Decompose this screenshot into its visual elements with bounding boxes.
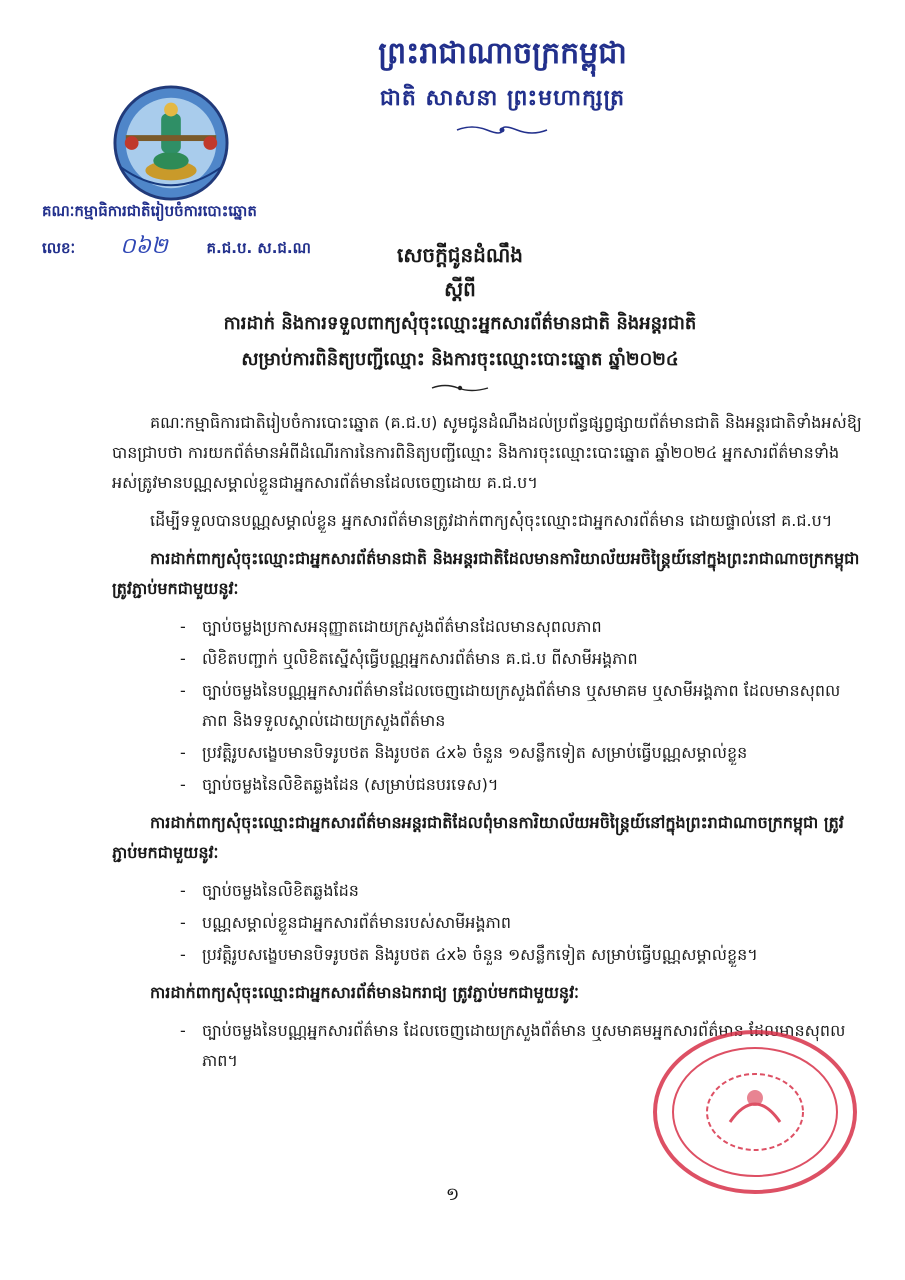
reference-code: គ.ជ.ប. ស.ជ.ណ [206,239,311,257]
ornament-divider [452,124,552,136]
requirement-list [112,612,862,800]
election-committee-logo [112,84,230,202]
list-item: - លិខិតបញ្ជាក់ ឬលិខិតស្នើសុំធ្វើបណ្ណអ្នកសារព័ត៌មាន គ.ជ.ប ពីសាមីអង្គភាព [180,649,638,668]
committee-name: គណៈកម្មាធិការជាតិរៀបចំការបោះឆ្នោត [42,202,257,220]
ornament-divider [430,382,490,394]
notice-title [130,238,790,394]
list-item: - ច្បាប់ចម្លងនៃលិខិតឆ្លងដែន (សម្រាប់ជនបរទេស)។ [180,775,499,794]
notice-body [112,408,862,1084]
notice-heading: សេចក្ដីជូនដំណឹង [397,243,523,267]
notice-subject-line-2: សម្រាប់ការពិនិត្យបញ្ជីឈ្មោះ និងការចុះឈ្មោះបោះឆ្នោត ឆ្នាំ២០២៤ [241,349,679,370]
requirement-list [112,876,862,970]
list-item: - បណ្ណសម្គាល់ខ្លួនជាអ្នកសារព័ត៌មានរបស់សាមីអង្គភាព [180,913,511,932]
notice-subject-line-1: ការដាក់ និងការទទួលពាក្យសុំចុះឈ្មោះអ្នកសារព័ត៌មានជាតិ និងអន្តរជាតិ [223,313,697,334]
list-item: - ប្រវត្តិរូបសង្ខេបមានបិទរូបថត និងរូបថត ៤x៦ ចំនួន ១សន្លឹកទៀត សម្រាប់ធ្វើបណ្ណសម្គាល់ខ្លួន។ [180,945,758,964]
reference-number: ០៦២ [119,234,168,259]
list-item: - ច្បាប់ចម្លងនៃបណ្ណអ្នកសារព័ត៌មានដែលចេញដោយក្រសួងព័ត៌មាន ឬសមាគម ឬសាមីអង្គភាព ដែលមានសុពលភាព និងទទួលស្គាល់ដោយក្រសួងព័ត៌មាន [180,681,841,730]
kingdom-heading: ព្រះរាជាណាចក្រកម្ពុជា [378,36,627,71]
list-item: - ប្រវត្តិរូបសង្ខេបមានបិទរូបថត និងរូបថត ៤x៦ ចំនួន ១សន្លឹកទៀត សម្រាប់ធ្វើបណ្ណសម្គាល់ខ្លួន [180,743,748,762]
page-number: ១ [445,1184,460,1205]
list-item: - ច្បាប់ចម្លងប្រកាសអនុញ្ញាតដោយក្រសួងព័ត៌មានដែលមានសុពលភាព [180,617,602,636]
notice-about: ស្ដីពី [444,277,476,301]
reference-label: លេខៈ [42,239,76,257]
paragraph: ដើម្បីទទួលបានបណ្ណសម្គាល់ខ្លួន អ្នកសារព័ត៌មានត្រូវដាក់ពាក្យសុំចុះឈ្មោះជាអ្នកសារព័ត៌មាន ដោយផ្ទាល់នៅ គ.ជ.ប។ [150,511,833,530]
official-seal-stamp [650,1026,860,1198]
list-item: - ច្បាប់ចម្លងនៃលិខិតឆ្លងដែន [180,881,359,900]
list-item: - ច្បាប់ចម្លងនៃបណ្ណអ្នកសារព័ត៌មាន ដែលចេញដោយក្រសួងព័ត៌មាន ឬសមាគមអ្នកសារព័ត៌មាន ដែលមានសុពលភាព។ [180,1021,846,1070]
paragraph: ការដាក់ពាក្យសុំចុះឈ្មោះជាអ្នកសារព័ត៌មានអន្តរជាតិដែលពុំមានការិយាល័យអចិន្ត្រៃយ៍នៅក្នុងព្រះរាជាណាចក្រកម្ពុជា ត្រូវភ្ជាប់មកជាមួយនូវៈ [112,813,844,862]
national-motto: ជាតិ សាសនា ព្រះមហាក្សត្រ [379,85,626,111]
paragraph: ការដាក់ពាក្យសុំចុះឈ្មោះជាអ្នកសារព័ត៌មានជាតិ និងអន្តរជាតិដែលមានការិយាល័យអចិន្ត្រៃយ៍នៅក្នុងព្រះរាជាណាចក្រកម្ពុជា ត្រូវភ្ជាប់មកជាមួយនូវៈ [112,549,860,598]
paragraph: ការដាក់ពាក្យសុំចុះឈ្មោះជាអ្នកសារព័ត៌មានឯករាជ្យ ត្រូវភ្ជាប់មកជាមួយនូវៈ [150,983,580,1002]
paragraph: គណៈកម្មាធិការជាតិរៀបចំការបោះឆ្នោត (គ.ជ.ប) សូមជូនដំណឹងដល់ប្រព័ន្ធផ្សព្វផ្សាយព័ត៌មានជាតិ និងអន្តរជាតិទាំងអស់ឱ្យបានជ្រាបថា ការយកព័ត៌មានអំពីដំណើរការនៃការពិនិត្យបញ្ជីឈ្មោះ និងការចុះឈ្មោះបោះឆ្នោត ឆ្នាំ២០២៤ អ្នកសារព័ត៌មានទាំងអស់ត្រូវមានបណ្ណសម្គាល់ខ្លួនជាអ្នកសារព័ត៌មានដែលចេញដោយ គ.ជ.ប។ [112,413,862,492]
